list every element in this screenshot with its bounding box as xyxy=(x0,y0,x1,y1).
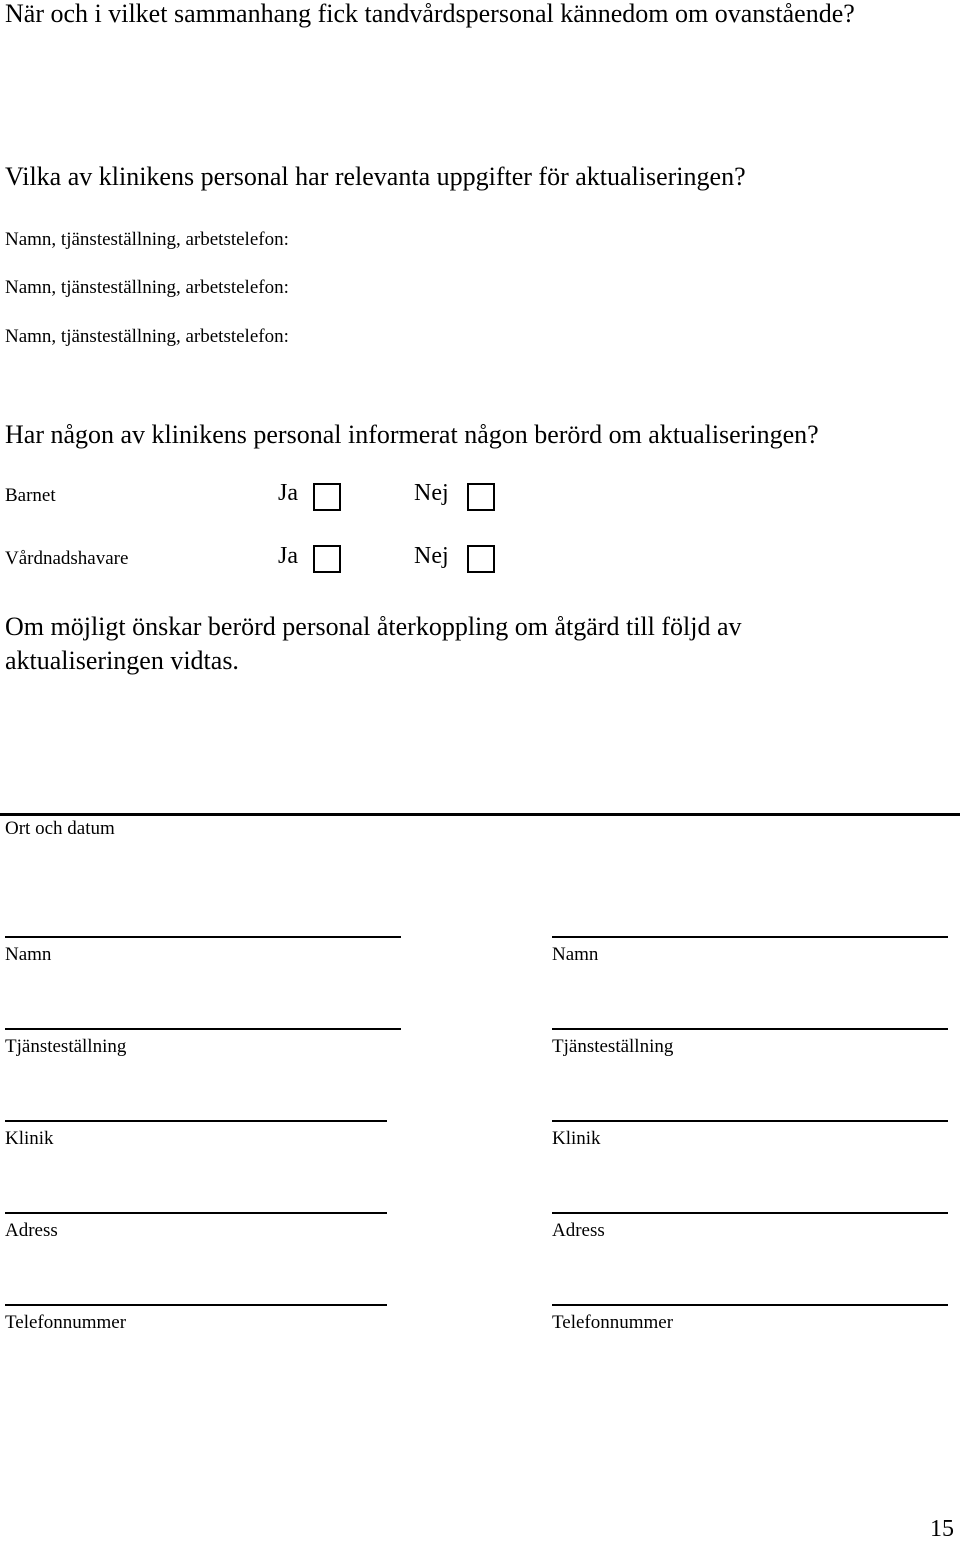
name-label-left: Namn xyxy=(5,944,52,965)
address-line-right[interactable] xyxy=(552,1212,948,1214)
address-line-left[interactable] xyxy=(5,1212,387,1214)
clinic-line-left[interactable] xyxy=(5,1120,387,1122)
question-relevant-staff: Vilka av klinikens personal har relevanta uppgifter för aktualiseringen? xyxy=(5,162,746,191)
name-label-right: Namn xyxy=(552,944,599,965)
question-knowledge: När och i vilket sammanhang fick tandvårdspersonal kännedom om ovanstående? xyxy=(5,0,855,28)
clinic-line-right[interactable] xyxy=(552,1120,948,1122)
checkbox-row-label: Barnet xyxy=(5,485,56,506)
phone-line-right[interactable] xyxy=(552,1304,948,1306)
feedback-paragraph: Om möjligt önskar berörd personal återkoppling om åtgärd till följd av aktualiseringen vidtas. xyxy=(5,612,742,675)
phone-line-left[interactable] xyxy=(5,1304,387,1306)
phone-label-right: Telefonnummer xyxy=(552,1312,674,1333)
yes-label: Ja xyxy=(278,543,298,569)
title-line-right[interactable] xyxy=(552,1028,948,1030)
barnet-yes-checkbox[interactable] xyxy=(313,483,341,511)
clinic-label-left: Klinik xyxy=(5,1128,54,1149)
page-number: 15 xyxy=(930,1516,954,1542)
vardnadshavare-yes-checkbox[interactable] xyxy=(313,545,341,573)
title-line-left[interactable] xyxy=(5,1028,401,1030)
title-label-right: Tjänsteställning xyxy=(552,1036,674,1057)
place-date-line[interactable] xyxy=(0,813,960,816)
question-informed: Har någon av klinikens personal informerat någon berörd om aktualiseringen? xyxy=(5,420,819,449)
place-date-label: Ort och datum xyxy=(5,818,115,839)
staff-field-label: Namn, tjänsteställning, arbetstelefon: xyxy=(5,326,289,347)
name-line-right[interactable] xyxy=(552,936,948,938)
name-line-left[interactable] xyxy=(5,936,401,938)
title-label-left: Tjänsteställning xyxy=(5,1036,127,1057)
address-label-right: Adress xyxy=(552,1220,605,1241)
barnet-no-checkbox[interactable] xyxy=(467,483,495,511)
clinic-label-right: Klinik xyxy=(552,1128,601,1149)
no-label: Nej xyxy=(414,480,449,506)
phone-label-left: Telefonnummer xyxy=(5,1312,127,1333)
staff-field-label: Namn, tjänsteställning, arbetstelefon: xyxy=(5,229,289,250)
checkbox-row-label: Vårdnadshavare xyxy=(5,548,129,569)
staff-field-label: Namn, tjänsteställning, arbetstelefon: xyxy=(5,277,289,298)
vardnadshavare-no-checkbox[interactable] xyxy=(467,545,495,573)
yes-label: Ja xyxy=(278,480,298,506)
address-label-left: Adress xyxy=(5,1220,58,1241)
no-label: Nej xyxy=(414,543,449,569)
